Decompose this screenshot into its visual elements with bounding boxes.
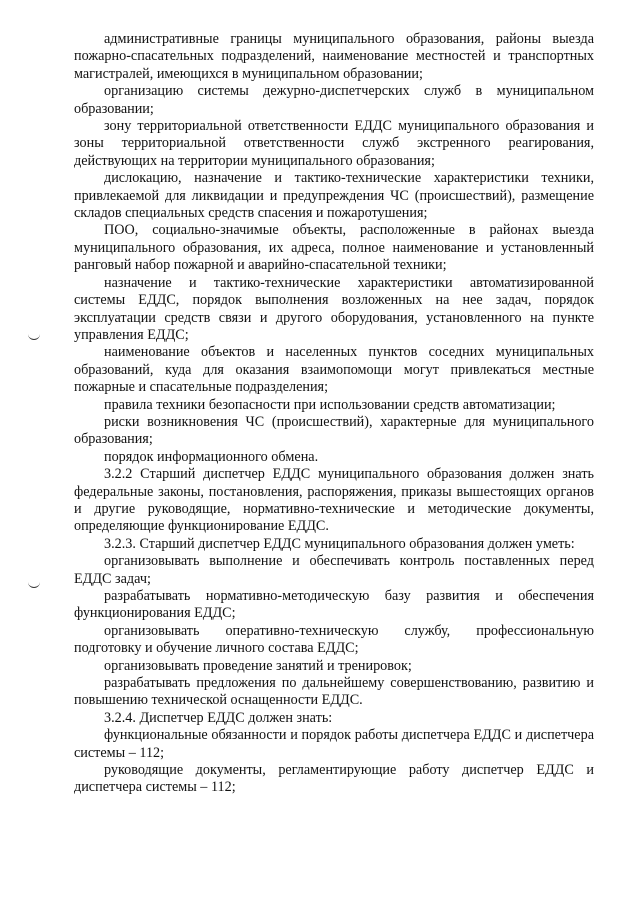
paragraph: 3.2.2 Старший диспетчер ЕДДС муниципального образования должен знать федеральные законы, постановления, распоряжения, приказы вышестоящих органов и другие руководящие, нормативно-технические и методические документы, определяющие функционирование ЕДДС. — [74, 466, 594, 535]
paragraph: организовывать выполнение и обеспечивать контроль поставленных перед ЕДДС задач; — [74, 553, 594, 587]
paragraph: порядок информационного обмена. — [104, 448, 319, 465]
paragraph: 3.2.4. Диспетчер ЕДДС должен знать: — [104, 709, 333, 726]
paragraph: организацию системы дежурно-диспетчерских служб в муниципальном образовании; — [74, 83, 594, 117]
paragraph: правила техники безопасности при использовании средств автоматизации; — [104, 396, 556, 413]
paragraph: организовывать проведение занятий и тренировок; — [104, 657, 412, 674]
paragraph: зону территориальной ответственности ЕДДС муниципального образования и зоны территориальной ответственности служб экстренного реагирования, действующих на территории муниципального образования; — [74, 118, 594, 169]
paragraph: руководящие документы, регламентирующие работу диспетчер ЕДДС и диспетчера системы – 112; — [74, 762, 594, 796]
paragraph: наименование объектов и населенных пунктов соседних муниципальных образований, куда для оказания взаимопомощи могут привлекаться местные пожарные и спасательные подразделения; — [74, 344, 594, 396]
paragraph: риски возникновения ЧС (происшествий), характерные для муниципального образования; — [74, 413, 594, 448]
document-page — [74, 31, 594, 797]
paragraph: разрабатывать предложения по дальнейшему совершенствованию, развитию и повышению технической оснащенности ЕДДС. — [74, 675, 594, 709]
paragraph: административные границы муниципального образования, районы выезда пожарно-спасательных подразделений, наименование местностей и транспортных магистралей, имеющихся в муниципальном образовании; — [74, 31, 594, 82]
paragraph: функциональные обязанности и порядок работы диспетчера ЕДДС и диспетчера системы – 112; — [74, 727, 594, 761]
binding-hole-mark — [28, 582, 40, 588]
paragraph: разрабатывать нормативно-методическую базу развития и обеспечения функционирования ЕДДС; — [74, 588, 594, 622]
binding-hole-mark — [28, 334, 40, 340]
paragraph: ПОО, социально-значимые объекты, расположенные в районах выезда муниципального образования, их адреса, полное наименование и установленный ранговый набор пожарной и аварийно-спасательной техники; — [74, 222, 594, 274]
paragraph: организовывать оперативно-техническую службу, профессиональную подготовку и обучение личного состава ЕДДС; — [74, 622, 594, 657]
paragraph: дислокацию, назначение и тактико-технические характеристики техники, привлекаемой для ликвидации и предупреждения ЧС (происшествий), размещение складов специальных средств спасения и пожаротушения; — [74, 170, 594, 222]
paragraph: назначение и тактико-технические характеристики автоматизированной системы ЕДДС, порядок выполнения возложенных на нее задач, порядок эксплуатации средств связи и другого оборудования, установленного на пункте управления ЕДДС; — [74, 274, 594, 343]
paragraph: 3.2.3. Старший диспетчер ЕДДС муниципального образования должен уметь: — [104, 535, 575, 552]
